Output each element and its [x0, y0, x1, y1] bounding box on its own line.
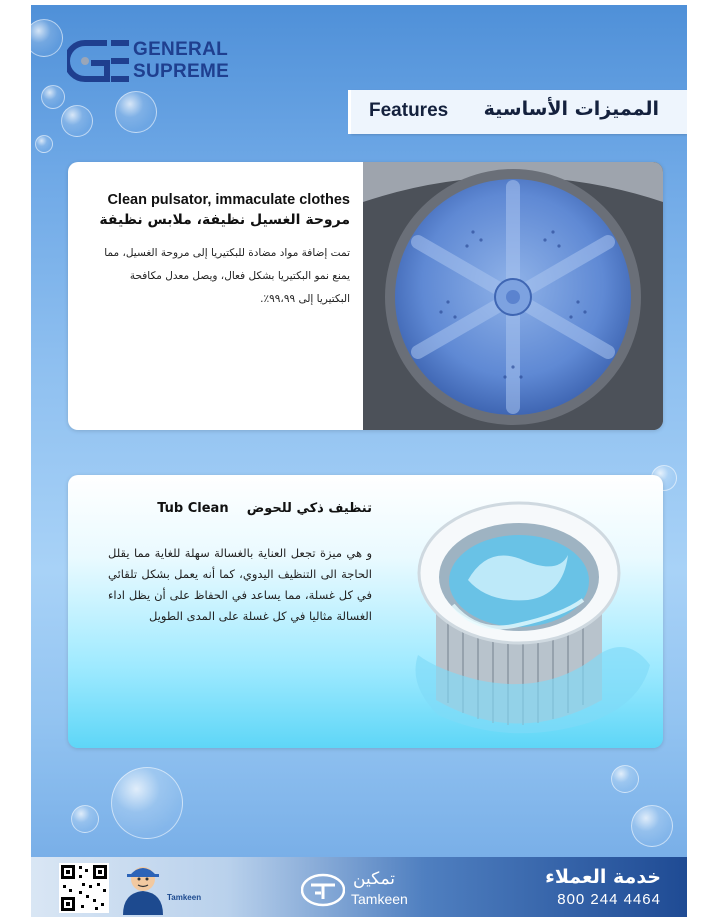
brochure-page	[31, 5, 687, 917]
qr-code-icon[interactable]	[59, 863, 109, 913]
feature2-body: و هي ميزة تجعل العناية بالغسالة سهلة للغاية مما يقلل الحاجة الى التنظيف اليدوي، كما أنه يعمل بشكل تلقائي في كل غسلة، مما يساعد في الحفاظ على أن يظل اداء الغسالة مثاليا في كل غسلة على المدى الطويل	[108, 546, 372, 623]
bubble-decoration	[71, 805, 99, 833]
pulsator-image	[363, 162, 663, 430]
tamkeen-name-en: Tamkeen	[351, 891, 408, 907]
bubble-decoration	[31, 19, 63, 57]
bubble-decoration	[61, 105, 93, 137]
gs-logo-icon	[67, 39, 131, 83]
brand-logo	[67, 39, 257, 87]
bubble-decoration	[115, 91, 157, 133]
bubble-decoration	[631, 805, 673, 847]
brand-name	[133, 39, 229, 83]
brand-line1: GENERAL	[133, 39, 228, 60]
bubble-decoration	[35, 135, 53, 153]
feature1-title-en: Clean pulsator, immaculate clothes	[107, 192, 350, 208]
feature-card-tub-clean	[68, 475, 663, 748]
header-title-ar: المميزات الأساسية	[483, 98, 659, 120]
technician-mascot-icon	[117, 859, 169, 915]
tamkeen-name-ar: تمكين	[353, 869, 396, 889]
bubble-decoration	[111, 767, 183, 839]
tamkeen-logo-icon	[301, 873, 345, 907]
bubble-decoration	[611, 765, 639, 793]
pulsator-icon	[363, 162, 663, 430]
feature1-body: تمت إضافة مواد مضادة للبكتيريا إلى مروحة الغسيل، مما يمنع نمو البكتيريا بشكل فعال، ويصل معدل مكافحة البكتيريا إلى ٩٩،٩٩٪.	[104, 247, 350, 305]
header-title-en: Features	[369, 100, 449, 121]
feature2-title-en: Tub Clean	[157, 501, 229, 516]
feature-card-pulsator	[68, 162, 663, 430]
features-header	[351, 90, 687, 134]
mascot-label: Tamkeen	[167, 893, 202, 902]
feature1-title-ar: مروحة الغسيل نظيفة، ملابس نظيفة	[99, 212, 350, 228]
footer-bar	[31, 857, 687, 917]
customer-service-label: خدمة العملاء	[545, 866, 661, 888]
feature2-title-ar: تنظيف ذكي للحوض	[246, 501, 372, 516]
customer-service-phone[interactable]: 800 244 4464	[557, 891, 661, 908]
brand-line2: SUPREME	[133, 61, 230, 82]
feature2-title	[128, 501, 372, 516]
bubble-decoration	[41, 85, 65, 109]
washer-drum-icon	[388, 485, 658, 748]
washer-drum-image	[388, 485, 658, 748]
